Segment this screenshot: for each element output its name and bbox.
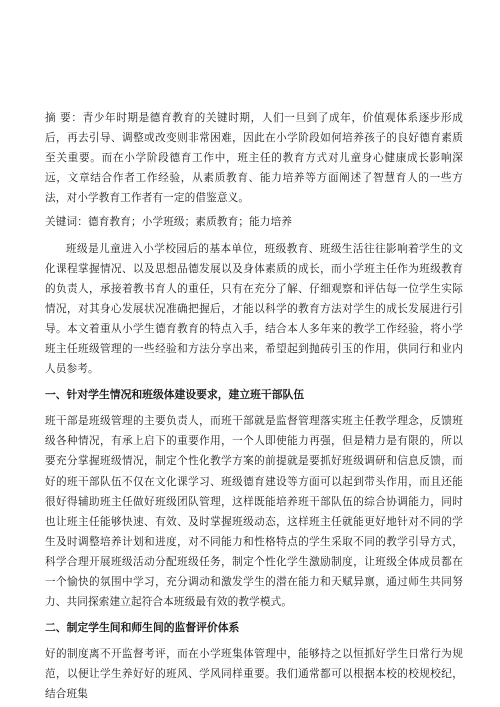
document-body bbox=[45, 108, 463, 704]
intro-paragraph: 班级是儿童进入小学校园后的基本单位，班级教育、班级生活往往影响着学生的文化课程掌握情况、以及思想品德发展以及身体素质的成长，而小学班主任作为班级教育的负责人，承接着教书育人的重任，只有在充分了解、仔细观察和评估每一位学生实际情况，对其身心发展状况准确把握后，才能以科学的教育方法对学生的成长发展进行引导。本文着重从小学生德育教育的特点入手，结合本人多年来的教学工作经验，将小学班主任班级管理的一些经验和方法分享出来，希望起到抛砖引玉的作用，供同行和业内人员参考。 bbox=[45, 242, 463, 376]
keywords-paragraph bbox=[45, 212, 463, 232]
keywords-text: 德育教育；小学班级；素质教育；能力培养 bbox=[87, 216, 293, 229]
section-body: 好的制度离不开监督考评，而在小学班集体管理中，能够持之以恒抓好学生日常行为规范，以便让学生养好好的班风、学风同样重要。我们通常都可以根据本校的校规校纪，结合班集 bbox=[45, 648, 463, 701]
section-heading: 二、制定学生间和师生间的监督评价体系 bbox=[45, 621, 240, 635]
section-body: 班干部是班级管理的主要负责人，而班干部就是监督管理落实班主任教学理念，反馈班级各种情况，有承上启下的重要作用，一个人即使能力再强，但是精力是有限的，所以要充分掌握班级情况，制定个性化教学方案的前提就是要抓好班级调研和信息反馈，而好的班干部队伍不仅在文化课学习、班级德育建设等方面可以起到带头作用，而且还能很好得辅助班主任做好班级团队管理，这样既能培养班干部队伍的综合协调能力，同时也让班主任能够快速、有效、及时掌握班级动态，这样班主任就能更好地针对不同的学生及时调整培养计划和进度，对不同能力和性格特点的学生采取不同的教学引导方式，科学合理开展班级活动分配班级任务，制定个性化学生激励制度，让班级全体成员都在一个愉快的氛围中学习，充分调动和激发学生的潜在能力和天赋异禀，通过师生共同努力、共同探索建立起符合本班级最有效的教学模式。 bbox=[45, 415, 463, 609]
section-heading: 一、针对学生情况和班级体建设要求，建立班干部队伍 bbox=[45, 388, 305, 402]
abstract-paragraph bbox=[45, 108, 463, 208]
abstract-text: 青少年时期是德育教育的关键时期，人们一旦到了成年，价值观体系逐步形成后，再去引导、调整或改变则非常困难，因此在小学阶段如何培养孩子的良好德育素质至关重要。而在小学阶段德育工作中，班主任的教育方式对儿童身心健康成长影响深远，文章结合作者工作经验，从素质教育、能力培养等方面阐述了智慧育人的一些方法，对小学教育工作者有一定的借鉴意义。 bbox=[45, 112, 463, 205]
abstract-label: 摘 要： bbox=[45, 112, 83, 124]
keywords-label: 关键词： bbox=[45, 216, 88, 229]
